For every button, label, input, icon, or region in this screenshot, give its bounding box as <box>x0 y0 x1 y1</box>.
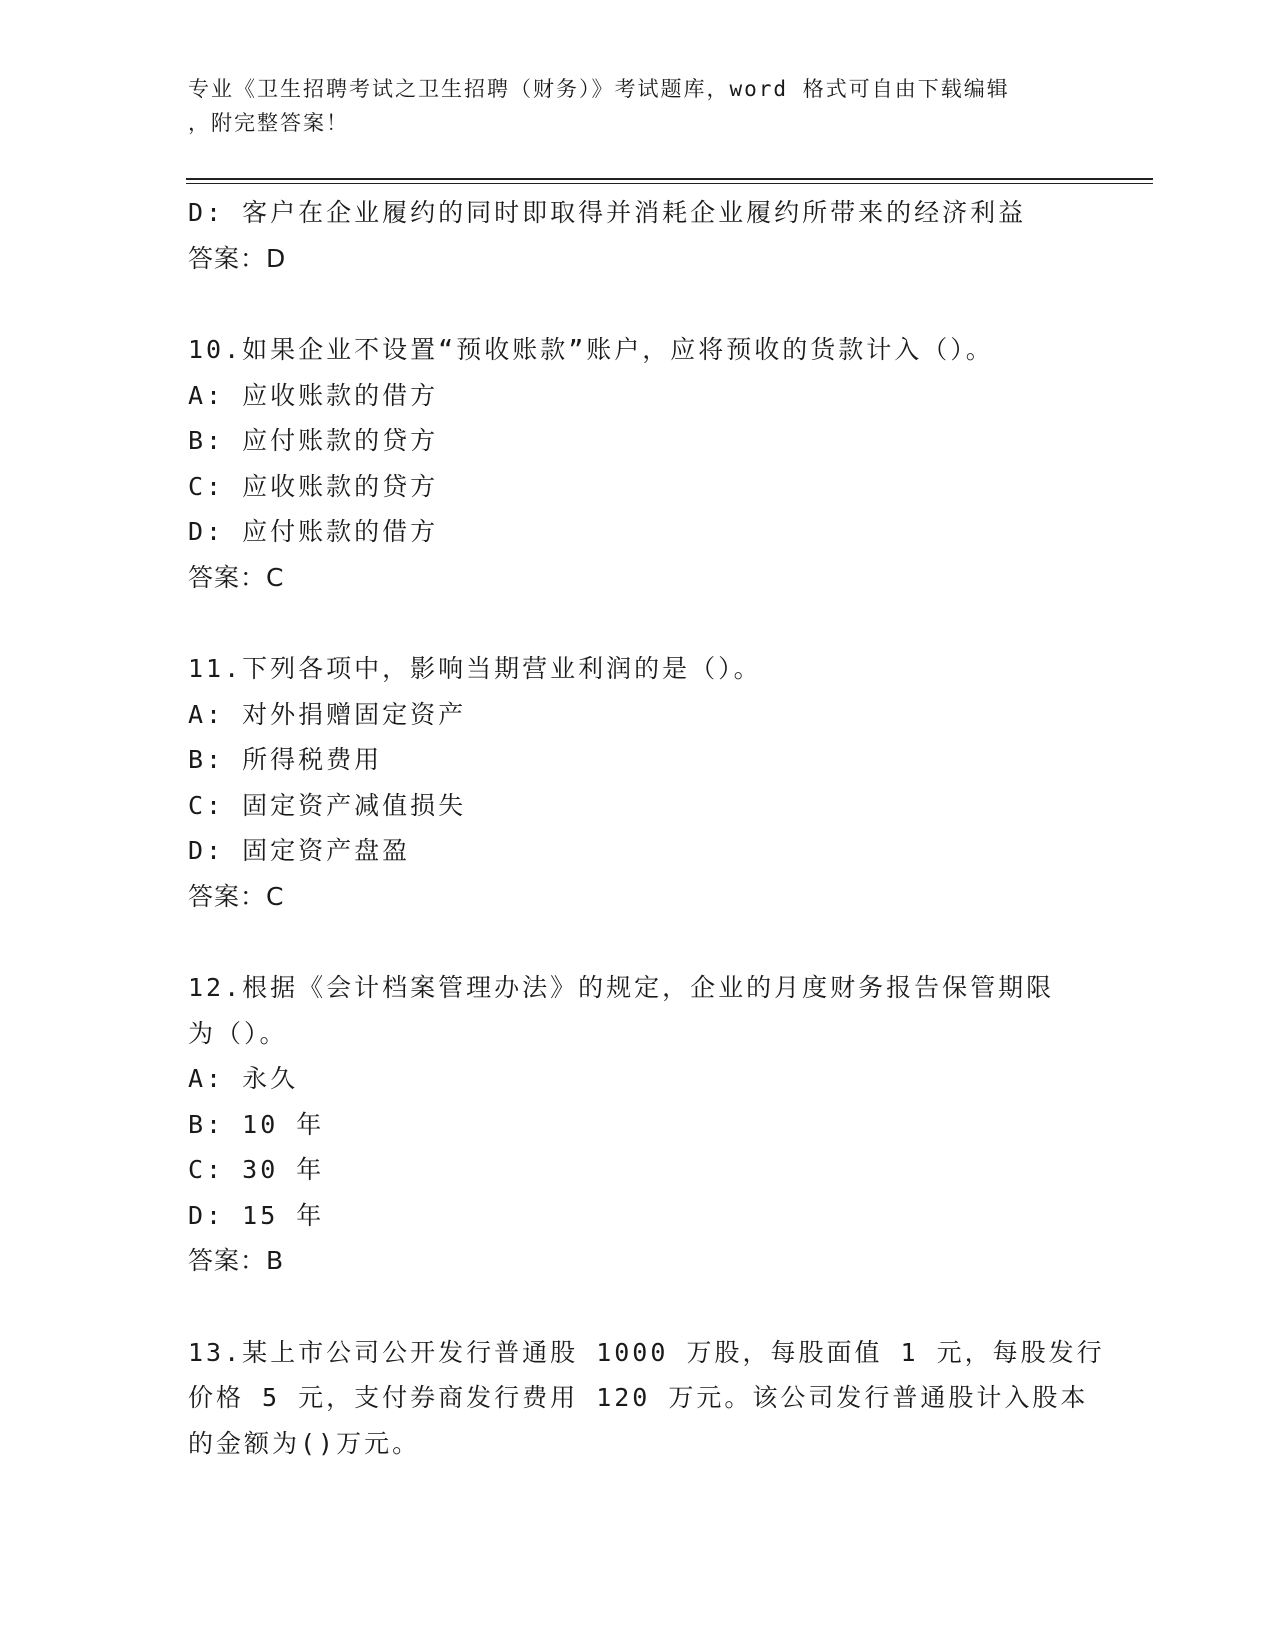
question-stem: 13.某上市公司公开发行普通股 1000 万股，每股面值 1 元，每股发行 <box>188 1337 1105 1367</box>
option-c: C: 应收账款的贷方 <box>188 471 439 501</box>
answer-line: 答案：D <box>188 243 287 273</box>
header-divider-thick <box>186 178 1153 180</box>
document-header <box>188 72 1068 140</box>
header-divider-thin <box>186 183 1153 184</box>
spacer <box>188 919 1088 965</box>
question-stem: 11.下列各项中，影响当期营业利润的是（）。 <box>188 654 762 683</box>
header-title-line-2: ，附完整答案！ <box>188 111 349 135</box>
question-stem: 10.如果企业不设置“预收账款”账户，应将预收的货款计入（）。 <box>188 335 994 364</box>
option-a: A: 对外捐赠固定资产 <box>188 699 467 729</box>
question-stem-continued: 为（）。 <box>188 1018 288 1048</box>
option-c: C: 固定资产减值损失 <box>188 790 467 820</box>
option-b: B: 所得税费用 <box>188 745 383 774</box>
header-title-line-1: 专业《卫生招聘考试之卫生招聘（财务）》考试题库，word 格式可自由下载编辑 <box>188 77 1010 101</box>
option-d: D: 固定资产盘盈 <box>188 836 411 865</box>
question-stem: 12.根据《会计档案管理办法》的规定，企业的月度财务报告保管期限 <box>188 973 1055 1002</box>
option-b: B: 10 年 <box>188 1109 325 1139</box>
option-c: C: 30 年 <box>188 1155 325 1184</box>
answer-line: 答案：B <box>188 1246 285 1275</box>
question-stem-continued: 价格 5 元，支付券商发行费用 120 万元。该公司发行普通股计入股本 <box>188 1383 1089 1412</box>
option-b: B: 应付账款的贷方 <box>188 426 439 455</box>
answer-line: 答案：C <box>188 562 285 592</box>
spacer <box>188 1284 1088 1330</box>
option-d: D: 客户在企业履约的同时即取得并消耗企业履约所带来的经济利益 <box>188 198 1027 227</box>
spacer <box>188 600 1088 646</box>
answer-line: 答案：C <box>188 881 285 911</box>
option-a: A: 永久 <box>188 1064 299 1093</box>
question-content <box>188 190 1105 1466</box>
option-d: D: 15 年 <box>188 1200 325 1230</box>
option-d: D: 应付账款的借方 <box>188 517 439 546</box>
spacer <box>188 281 1088 327</box>
question-stem-continued: 的金额为()万元。 <box>188 1428 421 1458</box>
option-a: A: 应收账款的借方 <box>188 380 439 410</box>
